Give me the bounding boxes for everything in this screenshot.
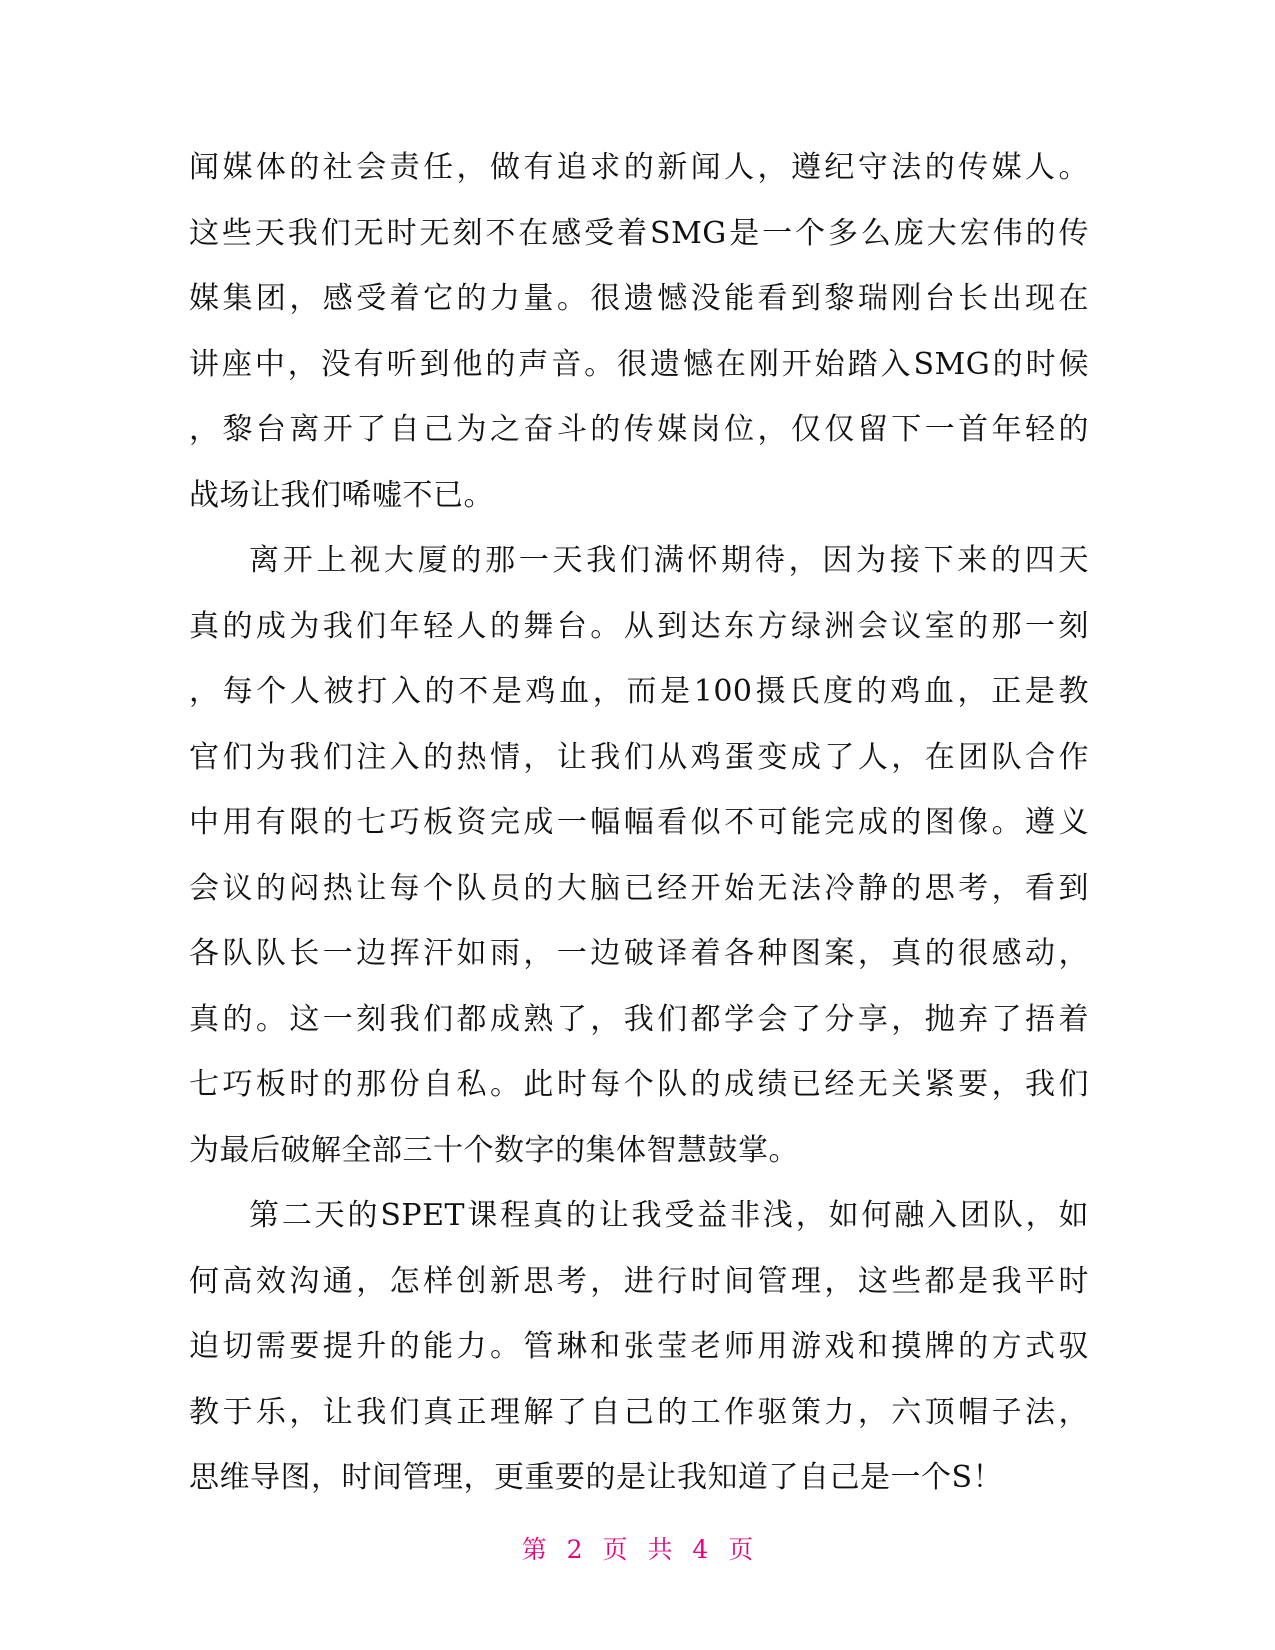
text-line: ，每个人被打入的不是鸡血，而是100摄氏度的鸡血，正是教: [189, 674, 1089, 709]
page-number-footer: 第 2 页 共 4 页: [521, 1535, 754, 1564]
text-line: 闻媒体的社会责任，做有追求的新闻人，遵纪守法的传媒人。: [189, 150, 1089, 185]
text-line: 真的。这一刻我们都成熟了，我们都学会了分享，抛弃了捂着: [189, 1001, 1089, 1037]
text-line: 讲座中，没有听到他的声音。很遗憾在刚开始踏入SMG的时候: [189, 346, 1089, 382]
text-line: 这些天我们无时无刻不在感受着SMG是一个多么庞大宏伟的传: [189, 215, 1089, 251]
text-line: 各队队长一边挥汗如雨，一边破译着各种图案，真的很感动，: [189, 936, 1089, 971]
paragraph-first-line: 第二天的SPET课程真的让我受益非浅，如何融入团队，如: [249, 1198, 1089, 1233]
text-line: 何高效沟通，怎样创新思考，进行时间管理，这些都是我平时: [189, 1263, 1089, 1299]
text-line: 战场让我们唏嘘不已。: [189, 477, 494, 513]
text-line: ，黎台离开了自己为之奋斗的传媒岗位，仅仅留下一首年轻的: [189, 412, 1089, 447]
text-line: 迫切需要提升的能力。管琳和张莹老师用游戏和摸牌的方式驭: [189, 1329, 1089, 1364]
text-line: 七巧板时的那份自私。此时每个队的成绩已经无关紧要，我们: [189, 1067, 1089, 1102]
text-line: 官们为我们注入的热情，让我们从鸡蛋变成了人，在团队合作: [189, 739, 1089, 775]
text-line: 真的成为我们年轻人的舞台。从到达东方绿洲会议室的那一刻: [189, 608, 1089, 644]
text-line: 中用有限的七巧板资完成一幅幅看似不可能完成的图像。遵义: [189, 805, 1089, 840]
text-line: 为最后破解全部三十个数字的集体智慧鼓掌。: [189, 1132, 799, 1168]
document-body: [189, 148, 1089, 1524]
text-line: 思维导图，时间管理，更重要的是让我知道了自己是一个S！: [189, 1460, 1004, 1495]
paragraph-first-line: 离开上视大厦的那一天我们满怀期待，因为接下来的四天: [249, 543, 1089, 578]
text-line: 媒集团，感受着它的力量。很遗憾没能看到黎瑞刚台长出现在: [189, 281, 1089, 316]
text-line: 教于乐，让我们真正理解了自己的工作驱策力，六顶帽子法，: [189, 1394, 1089, 1430]
text-line: 会议的闷热让每个队员的大脑已经开始无法冷静的思考，看到: [189, 870, 1089, 906]
